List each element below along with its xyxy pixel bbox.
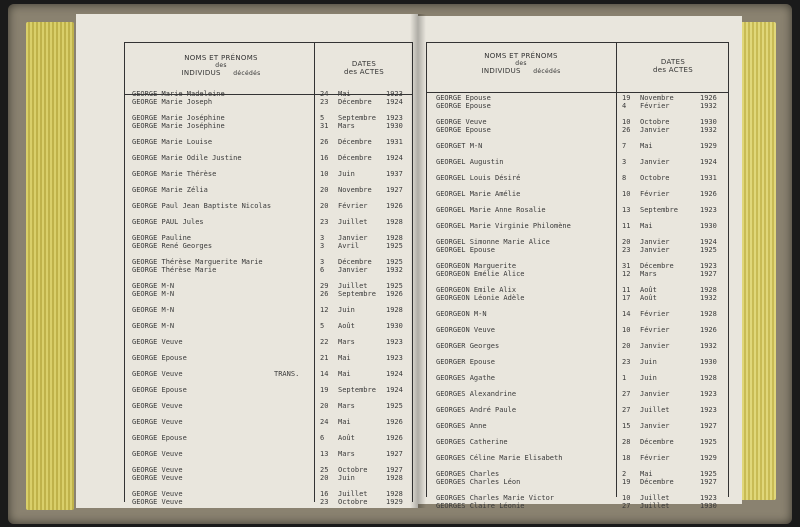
entry-month: Janvier	[640, 126, 670, 134]
header-dates-actes: des ACTES	[343, 68, 385, 76]
entry-month: Mars	[338, 122, 355, 130]
entry-year: 1927	[386, 450, 403, 458]
entry-month: Décembre	[338, 258, 372, 266]
entry-month: Mai	[640, 470, 653, 478]
entry-month: Août	[640, 294, 657, 302]
entry-year: 1925	[386, 242, 403, 250]
entry-note: TRANS.	[274, 370, 300, 378]
left-page	[76, 14, 418, 508]
entry-name: GEORGE Epouse	[436, 102, 491, 110]
entry-name: GEORGES Charles Léon	[436, 478, 521, 486]
entry-name: GEORGE Marie Zélia	[132, 186, 208, 194]
entry-name: GEORGES Charles Marie Victor	[436, 494, 555, 502]
entry-day: 23	[320, 498, 329, 506]
entry-name: GEORGE Veuve	[132, 338, 183, 346]
entry-name: GEORGES Catherine	[436, 438, 508, 446]
entry-year: 1926	[386, 418, 403, 426]
entry-year: 1923	[386, 338, 403, 346]
entry-day: 26	[622, 126, 631, 134]
entry-month: Novembre	[640, 94, 674, 102]
entry-day: 27	[622, 406, 631, 414]
entry-name: GEORGE Marie Joseph	[132, 98, 213, 106]
entry-month: Août	[338, 434, 355, 442]
column-divider	[616, 42, 617, 497]
header-names-individus: INDIVIDUS décédés	[181, 69, 261, 77]
entry-month: Novembre	[338, 186, 372, 194]
entry-year: 1929	[700, 142, 717, 150]
entry-name: GEORGES Charles	[436, 470, 500, 478]
entry-month: Juillet	[338, 490, 368, 498]
entry-year: 1923	[386, 90, 403, 98]
entry-name: GEORGET M-N	[436, 142, 483, 150]
entry-month: Juin	[640, 374, 657, 382]
entry-year: 1926	[700, 94, 717, 102]
entry-day: 23	[622, 246, 631, 254]
entry-month: Mars	[338, 338, 355, 346]
entry-month: Avril	[338, 242, 360, 250]
entry-month: Juillet	[338, 218, 368, 226]
entry-year: 1924	[386, 386, 403, 394]
entry-year: 1926	[386, 434, 403, 442]
entry-day: 24	[320, 90, 329, 98]
entry-day: 23	[320, 98, 329, 106]
entry-day: 20	[622, 238, 631, 246]
entry-year: 1923	[700, 206, 717, 214]
entry-month: Février	[338, 202, 368, 210]
entry-day: 20	[320, 474, 329, 482]
entry-day: 17	[622, 294, 631, 302]
entry-name: GEORGEON Veuve	[436, 326, 496, 334]
entry-year: 1923	[386, 354, 403, 362]
entry-day: 22	[320, 338, 329, 346]
header-rule	[426, 92, 729, 93]
entry-month: Octobre	[640, 174, 670, 182]
entry-name: GEORGE Veuve	[132, 402, 183, 410]
entry-name: GEORGE Marie Joséphine	[132, 114, 225, 122]
header-dates-title: DATES	[351, 60, 377, 68]
entry-year: 1928	[386, 218, 403, 226]
entry-name: GEORGE Epouse	[436, 94, 491, 102]
entry-name: GEORGER Georges	[436, 342, 500, 350]
entry-day: 14	[622, 310, 631, 318]
entry-day: 10	[622, 190, 631, 198]
entry-name: GEORGE Paul Jean Baptiste Nicolas	[132, 202, 272, 210]
entry-day: 20	[320, 202, 329, 210]
entry-name: GEORGE Pauline	[132, 234, 192, 242]
column-divider	[314, 42, 315, 502]
entry-name: GEORGE Epouse	[436, 126, 491, 134]
entry-name: GEORGEL Augustin	[436, 158, 504, 166]
entry-day: 10	[622, 326, 631, 334]
entry-day: 19	[622, 478, 631, 486]
entry-year: 1923	[700, 262, 717, 270]
entry-month: Janvier	[640, 422, 670, 430]
entry-name: GEORGE Epouse	[132, 354, 187, 362]
entry-month: Janvier	[640, 390, 670, 398]
entry-day: 6	[320, 434, 325, 442]
entry-year: 1924	[700, 158, 717, 166]
entry-month: Septembre	[338, 386, 376, 394]
entry-day: 26	[320, 290, 329, 298]
header-names-individus: INDIVIDUS décédés	[481, 67, 561, 75]
entry-month: Juin	[338, 474, 355, 482]
entry-day: 6	[320, 266, 325, 274]
entry-day: 16	[320, 490, 329, 498]
entry-name: GEORGE Veuve	[132, 474, 183, 482]
entry-year: 1925	[386, 402, 403, 410]
entry-year: 1929	[386, 498, 403, 506]
header-rule	[426, 42, 729, 43]
entry-month: Juin	[640, 358, 657, 366]
entry-name: GEORGEL Marie Amélie	[436, 190, 521, 198]
entry-month: Janvier	[640, 246, 670, 254]
entry-month: Mars	[338, 450, 355, 458]
entry-year: 1928	[700, 286, 717, 294]
entry-day: 29	[320, 282, 329, 290]
entry-name: GEORGE Veuve	[132, 498, 183, 506]
entry-day: 20	[320, 186, 329, 194]
entry-year: 1930	[386, 322, 403, 330]
entry-day: 10	[622, 494, 631, 502]
entry-month: Février	[640, 326, 670, 334]
entry-month: Mai	[338, 370, 351, 378]
entry-day: 5	[320, 114, 325, 122]
entry-name: GEORGE René Georges	[132, 242, 213, 250]
entry-year: 1932	[700, 102, 717, 110]
entry-month: Septembre	[338, 114, 376, 122]
entry-name: GEORGER Epouse	[436, 358, 496, 366]
entry-day: 11	[622, 286, 631, 294]
entry-month: Mai	[338, 418, 351, 426]
entry-name: GEORGES Agathe	[436, 374, 496, 382]
entry-month: Août	[338, 322, 355, 330]
entry-name: GEORGES Alexandrine	[436, 390, 517, 398]
entry-year: 1924	[386, 98, 403, 106]
header-names	[136, 54, 306, 77]
entry-month: Janvier	[338, 234, 368, 242]
entry-year: 1925	[700, 246, 717, 254]
entry-month: Mai	[338, 354, 351, 362]
entry-year: 1923	[386, 114, 403, 122]
header-names-title: NOMS ET PRÉNOMS	[184, 54, 258, 62]
entry-year: 1926	[386, 290, 403, 298]
entry-name: GEORGE Veuve	[132, 370, 183, 378]
entry-month: Mai	[640, 222, 653, 230]
entry-month: Mai	[640, 142, 653, 150]
header-dates	[316, 60, 412, 76]
entry-day: 26	[320, 138, 329, 146]
entry-year: 1931	[386, 138, 403, 146]
entry-day: 19	[320, 386, 329, 394]
entry-year: 1925	[700, 470, 717, 478]
entry-name: GEORGE Thérèse Marguerite Marie	[132, 258, 263, 266]
header-dates	[618, 58, 728, 74]
entry-month: Décembre	[640, 262, 674, 270]
entry-day: 4	[622, 102, 627, 110]
entry-day: 2	[622, 470, 627, 478]
header-dates-title: DATES	[660, 58, 686, 66]
entry-day: 10	[320, 170, 329, 178]
entry-month: Août	[640, 286, 657, 294]
entry-name: GEORGEON Emile Alix	[436, 286, 517, 294]
column-divider	[426, 42, 427, 497]
entry-month: Octobre	[338, 498, 368, 506]
entry-month: Janvier	[640, 158, 670, 166]
entry-day: 13	[320, 450, 329, 458]
entry-month: Octobre	[338, 466, 368, 474]
entry-name: GEORGE M-N	[132, 290, 175, 298]
entry-year: 1927	[700, 422, 717, 430]
entry-year: 1925	[386, 258, 403, 266]
entry-year: 1925	[386, 282, 403, 290]
entry-year: 1923	[700, 406, 717, 414]
entry-name: GEORGEON Marguerite	[436, 262, 517, 270]
entry-day: 10	[622, 118, 631, 126]
entry-name: GEORGE Veuve	[132, 490, 183, 498]
entry-name: GEORGE Thérèse Marie	[132, 266, 217, 274]
entry-name: GEORGE Veuve	[132, 418, 183, 426]
entry-year: 1926	[700, 326, 717, 334]
entry-year: 1923	[700, 390, 717, 398]
entry-name: GEORGEON Léonie Adèle	[436, 294, 525, 302]
entry-month: Janvier	[640, 238, 670, 246]
entry-year: 1930	[700, 502, 717, 510]
entry-name: GEORGES André Paule	[436, 406, 517, 414]
entry-name: GEORGE Marie Joséphine	[132, 122, 225, 130]
entry-month: Décembre	[640, 478, 674, 486]
entry-day: 27	[622, 390, 631, 398]
entry-year: 1937	[386, 170, 403, 178]
entry-year: 1924	[386, 154, 403, 162]
entry-day: 11	[622, 222, 631, 230]
entry-day: 23	[320, 218, 329, 226]
entry-year: 1925	[700, 438, 717, 446]
entry-day: 5	[320, 322, 325, 330]
entry-name: GEORGE PAUL Jules	[132, 218, 204, 226]
entry-year: 1927	[700, 270, 717, 278]
entry-name: GEORGE Marie Thérèse	[132, 170, 217, 178]
entry-day: 1	[622, 374, 627, 382]
entry-name: GEORGES Anne	[436, 422, 487, 430]
entry-name: GEORGEON Emélie Alice	[436, 270, 525, 278]
entry-month: Décembre	[338, 138, 372, 146]
page-edges-left	[26, 22, 74, 510]
right-page	[418, 16, 742, 510]
entry-month: Mai	[338, 90, 351, 98]
entry-month: Juin	[338, 170, 355, 178]
header-names	[436, 52, 606, 75]
entry-month: Février	[640, 310, 670, 318]
entry-month: Mars	[338, 402, 355, 410]
entry-name: GEORGE Marie Louise	[132, 138, 213, 146]
entry-year: 1932	[386, 266, 403, 274]
entry-month: Mars	[640, 270, 657, 278]
entry-day: 21	[320, 354, 329, 362]
entry-name: GEORGE M-N	[132, 322, 175, 330]
header-dates-actes: des ACTES	[652, 66, 694, 74]
entry-month: Janvier	[640, 342, 670, 350]
entry-year: 1928	[386, 306, 403, 314]
entry-year: 1926	[700, 190, 717, 198]
column-divider	[728, 42, 729, 497]
entry-name: GEORGE M-N	[132, 282, 175, 290]
entry-year: 1932	[700, 294, 717, 302]
entry-day: 15	[622, 422, 631, 430]
entry-year: 1928	[386, 474, 403, 482]
header-rule	[124, 42, 413, 43]
entry-name: GEORGEL Epouse	[436, 246, 496, 254]
entry-name: GEORGES Céline Marie Elisabeth	[436, 454, 563, 462]
entry-year: 1927	[386, 186, 403, 194]
entry-month: Janvier	[338, 266, 368, 274]
entry-year: 1928	[700, 310, 717, 318]
entry-day: 3	[320, 234, 325, 242]
entry-name: GEORGEL Simonne Marie Alice	[436, 238, 550, 246]
entry-day: 31	[320, 122, 329, 130]
entry-year: 1930	[700, 358, 717, 366]
header-names-des: des	[515, 60, 527, 67]
entry-year: 1928	[700, 374, 717, 382]
entry-name: GEORGEL Marie Virginie Philomène	[436, 222, 571, 230]
header-names-des: des	[215, 62, 227, 69]
entry-year: 1930	[700, 118, 717, 126]
entry-month: Octobre	[640, 118, 670, 126]
entry-month: Juillet	[640, 502, 670, 510]
entry-day: 18	[622, 454, 631, 462]
entry-year: 1931	[700, 174, 717, 182]
entry-year: 1927	[386, 466, 403, 474]
page-edges-right	[740, 22, 776, 500]
entry-name: GEORGE M-N	[132, 306, 175, 314]
entry-name: GEORGEL Marie Anne Rosalie	[436, 206, 546, 214]
entry-month: Juillet	[640, 494, 670, 502]
entry-day: 19	[622, 94, 631, 102]
entry-year: 1930	[386, 122, 403, 130]
entry-name: GEORGE Veuve	[132, 450, 183, 458]
entry-year: 1927	[700, 478, 717, 486]
entry-day: 13	[622, 206, 631, 214]
entry-year: 1928	[386, 490, 403, 498]
entry-month: Décembre	[338, 154, 372, 162]
entry-day: 25	[320, 466, 329, 474]
entry-day: 20	[622, 342, 631, 350]
entry-month: Décembre	[338, 98, 372, 106]
entry-name: GEORGE Epouse	[132, 434, 187, 442]
entry-day: 20	[320, 402, 329, 410]
entry-year: 1929	[700, 454, 717, 462]
entry-name: GEORGEL Louis Désiré	[436, 174, 521, 182]
entry-day: 3	[320, 242, 325, 250]
entry-month: Juillet	[338, 282, 368, 290]
entry-day: 14	[320, 370, 329, 378]
entry-year: 1924	[700, 238, 717, 246]
entry-name: GEORGE Veuve	[436, 118, 487, 126]
entry-day: 31	[622, 262, 631, 270]
entry-day: 27	[622, 502, 631, 510]
entry-day: 24	[320, 418, 329, 426]
entry-day: 3	[622, 158, 627, 166]
entry-day: 3	[320, 258, 325, 266]
entry-month: Juin	[338, 306, 355, 314]
entry-year: 1926	[386, 202, 403, 210]
entry-year: 1932	[700, 126, 717, 134]
book-gutter	[410, 14, 426, 508]
entry-year: 1932	[700, 342, 717, 350]
entry-month: Décembre	[640, 438, 674, 446]
entry-name: GEORGES Claire Léonie	[436, 502, 525, 510]
entry-month: Février	[640, 454, 670, 462]
entry-year: 1930	[700, 222, 717, 230]
entry-year: 1923	[700, 494, 717, 502]
entry-day: 8	[622, 174, 627, 182]
entry-year: 1924	[386, 370, 403, 378]
entry-month: Septembre	[640, 206, 678, 214]
column-divider	[124, 42, 125, 502]
entry-day: 28	[622, 438, 631, 446]
entry-day: 16	[320, 154, 329, 162]
entry-year: 1928	[386, 234, 403, 242]
entry-name: GEORGE Epouse	[132, 386, 187, 394]
entry-month: Février	[640, 102, 670, 110]
entry-day: 7	[622, 142, 627, 150]
entry-day: 23	[622, 358, 631, 366]
entry-name: GEORGEON M-N	[436, 310, 487, 318]
entry-name: GEORGE Marie Odile Justine	[132, 154, 242, 162]
entry-day: 12	[320, 306, 329, 314]
header-names-title: NOMS ET PRÉNOMS	[484, 52, 558, 60]
entry-month: Février	[640, 190, 670, 198]
entry-name: GEORGE Marie Madeleine	[132, 90, 225, 98]
entry-month: Juillet	[640, 406, 670, 414]
entry-month: Septembre	[338, 290, 376, 298]
entry-name: GEORGE Veuve	[132, 466, 183, 474]
entry-day: 12	[622, 270, 631, 278]
